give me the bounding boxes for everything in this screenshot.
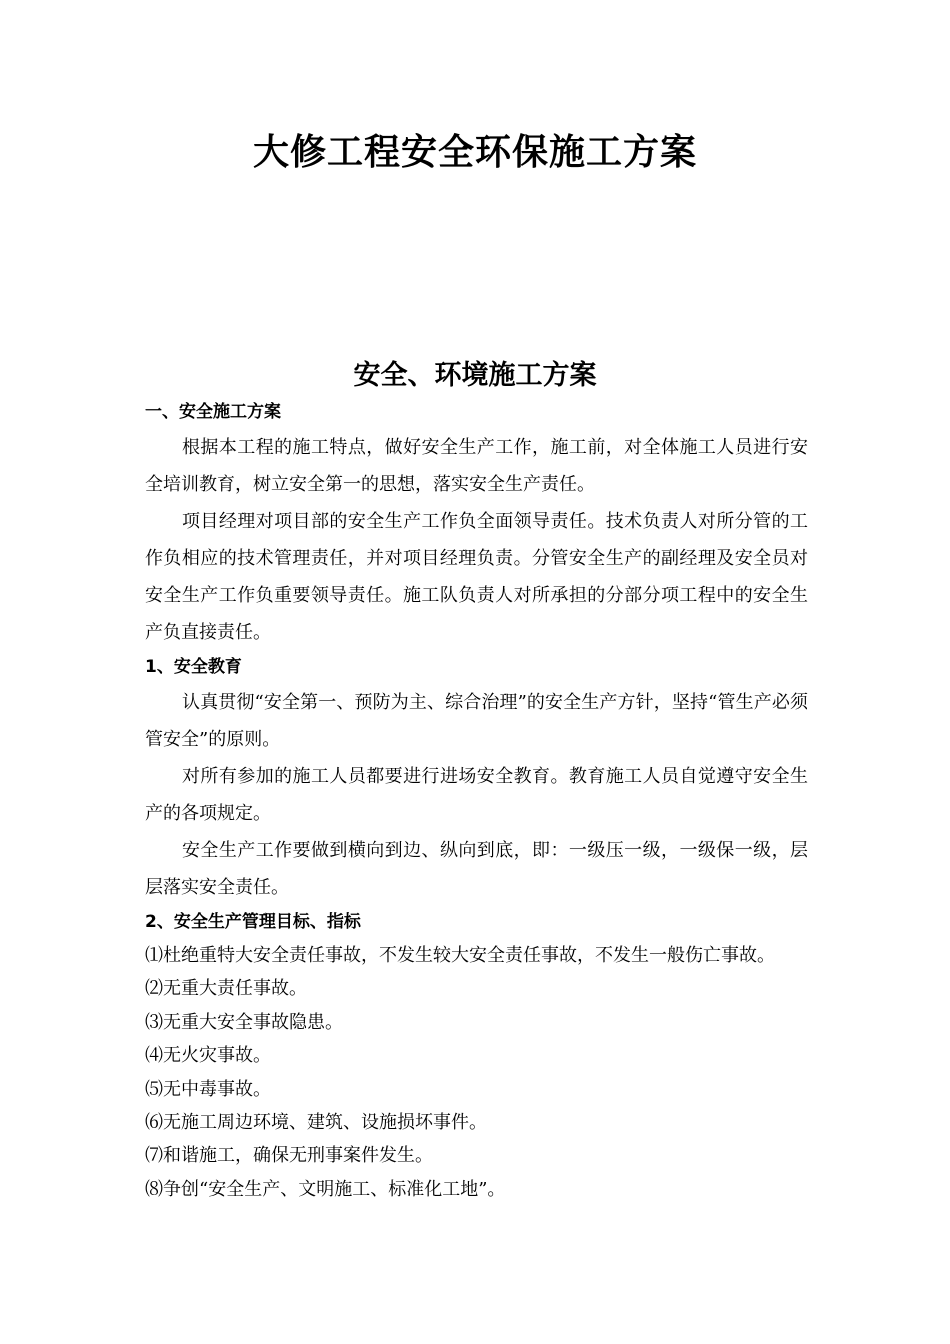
list-item: ⑻争创“安全生产、文明施工、标准化工地”。 — [145, 1178, 506, 1200]
paragraph: 根据本工程的施工特点，做好安全生产工作，施工前，对全体施工人员进行安全培训教育，树立安全第一的思想，落实安全生产责任。 — [145, 437, 808, 495]
heading-safety-education: 1、安全教育 — [145, 657, 242, 677]
paragraph: 对所有参加的施工人员都要进行进场安全教育。教育施工人员自觉遵守安全生产的各项规定。 — [145, 766, 808, 824]
list-item: ⑶无重大安全事故隐患。 — [145, 1011, 343, 1033]
heading-safety-plan: 一、安全施工方案 — [145, 402, 281, 422]
paragraph: 安全生产工作要做到横向到边、纵向到底，即：一级压一级，一级保一级，层层落实安全责任。 — [145, 840, 808, 898]
list-item: ⑸无中毒事故。 — [145, 1078, 271, 1100]
document-body — [145, 396, 808, 1206]
list-item: ⑴杜绝重特大安全责任事故，不发生较大安全责任事故，不发生一般伤亡事故。 — [145, 945, 775, 966]
paragraph: 认真贯彻“安全第一、预防为主、综合治理”的安全生产方针，坚持“管生产必须管安全”的原则。 — [145, 692, 808, 750]
list-item: ⑷无火灾事故。 — [145, 1045, 271, 1067]
heading-safety-targets: 2、安全生产管理目标、指标 — [145, 912, 361, 932]
document-title: 大修工程安全环保施工方案 — [252, 131, 697, 173]
list-item: ⑵无重大责任事故。 — [145, 978, 307, 1000]
paragraph: 项目经理对项目部的安全生产工作负全面领导责任。技术负责人对所分管的工作负相应的技术管理责任，并对项目经理负责。分管安全生产的副经理及安全员对安全生产工作负重要领导责任。施工队负责人对所承担的分部分项工程中的安全生产负直接责任。 — [145, 511, 808, 643]
list-item: ⑹无施工周边环境、建筑、设施损坏事件。 — [145, 1112, 487, 1134]
list-item: ⑺和谐施工，确保无刑事案件发生。 — [145, 1145, 433, 1167]
section-title: 安全、环境施工方案 — [353, 360, 597, 391]
